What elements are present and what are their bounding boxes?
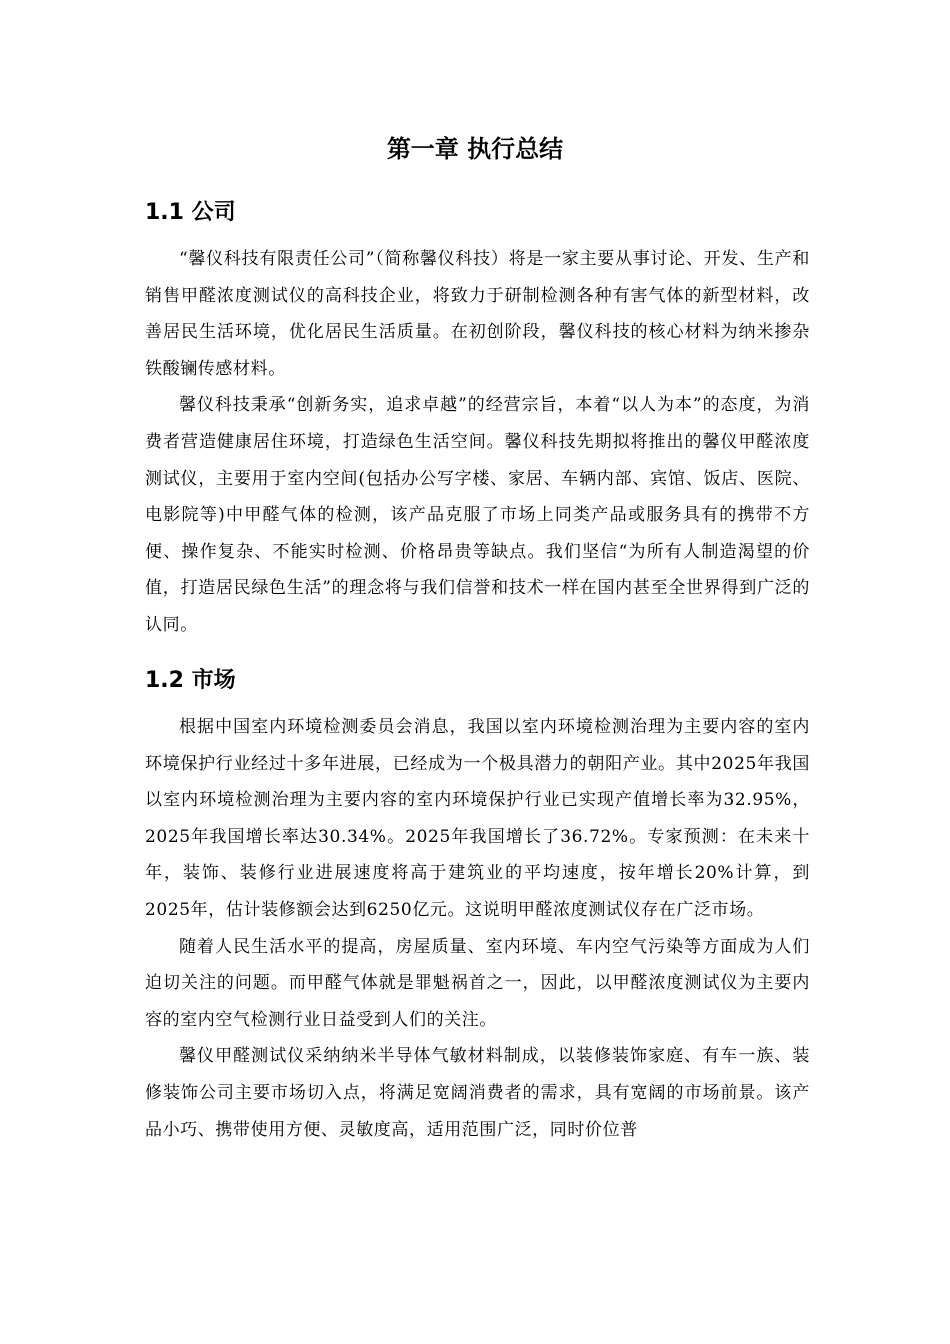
paragraph: “馨仪科技有限责任公司”（简称馨仪科技）将是一家主要从事讨论、开发、生产和销售甲醛浓度测试仪的高科技企业，将致力于研制检测各种有害气体的新型材料，改善居民生活环境，优化居民生活质量。在初创阶段，馨仪科技的核心材料为纳米掺杂铁酸镧传感材料。 [145, 249, 810, 379]
section-company [145, 196, 810, 644]
section-heading-company: 1.1 公司 [145, 200, 236, 225]
chapter-title: 第一章 执行总结 [386, 135, 564, 163]
section-market [145, 664, 810, 1148]
section-heading-market: 1.2 市场 [145, 668, 236, 693]
paragraph: 馨仪甲醛测试仪采纳纳米半导体气敏材料制成，以装修装饰家庭、有车一族、装修装饰公司主要市场切入点，将满足宽阔消费者的需求，具有宽阔的市场前景。该产品小巧、携带使用方便、灵敏度高，适用范围广泛，同时价位普 [145, 1046, 810, 1140]
paragraph: 馨仪科技秉承“创新务实，追求卓越”的经营宗旨，本着“以人为本”的态度，为消费者营造健康居住环境，打造绿色生活空间。馨仪科技先期拟将推出的馨仪甲醛浓度测试仪，主要用于室内空间(包括办公写字楼、家居、车辆内部、宾馆、饭店、医院、电影院等)中甲醛气体的检测，该产品克服了市场上同类产品或服务具有的携带不方便、操作复杂、不能实时检测、价格昂贵等缺点。我们坚信“为所有人制造渴望的价值，打造居民绿色生活”的理念将与我们信誉和技术一样在国内甚至全世界得到广泛的认同。 [145, 395, 810, 635]
paragraph: 根据中国室内环境检测委员会消息，我国以室内环境检测治理为主要内容的室内环境保护行业经过十多年进展，已经成为一个极具潜力的朝阳产业。其中2025年我国以室内环境检测治理为主要内容的室内环境保护行业已实现产值增长率为32.95%，2025年我国增长率达30.34%。2025年我国增长了36.72%。专家预测：在未来十年，装饰、装修行业进展速度将高于建筑业的平均速度，按年增长20%计算，到2025年，估计装修额会达到6250亿元。这说明甲醛浓度测试仪存在广泛市场。 [145, 717, 810, 920]
paragraph: 随着人民生活水平的提高，房屋质量、室内环境、车内空气污染等方面成为人们迫切关注的问题。而甲醛气体就是罪魁祸首之一，因此，以甲醛浓度测试仪为主要内容的室内空气检测行业日益受到人们的关注。 [145, 936, 810, 1030]
